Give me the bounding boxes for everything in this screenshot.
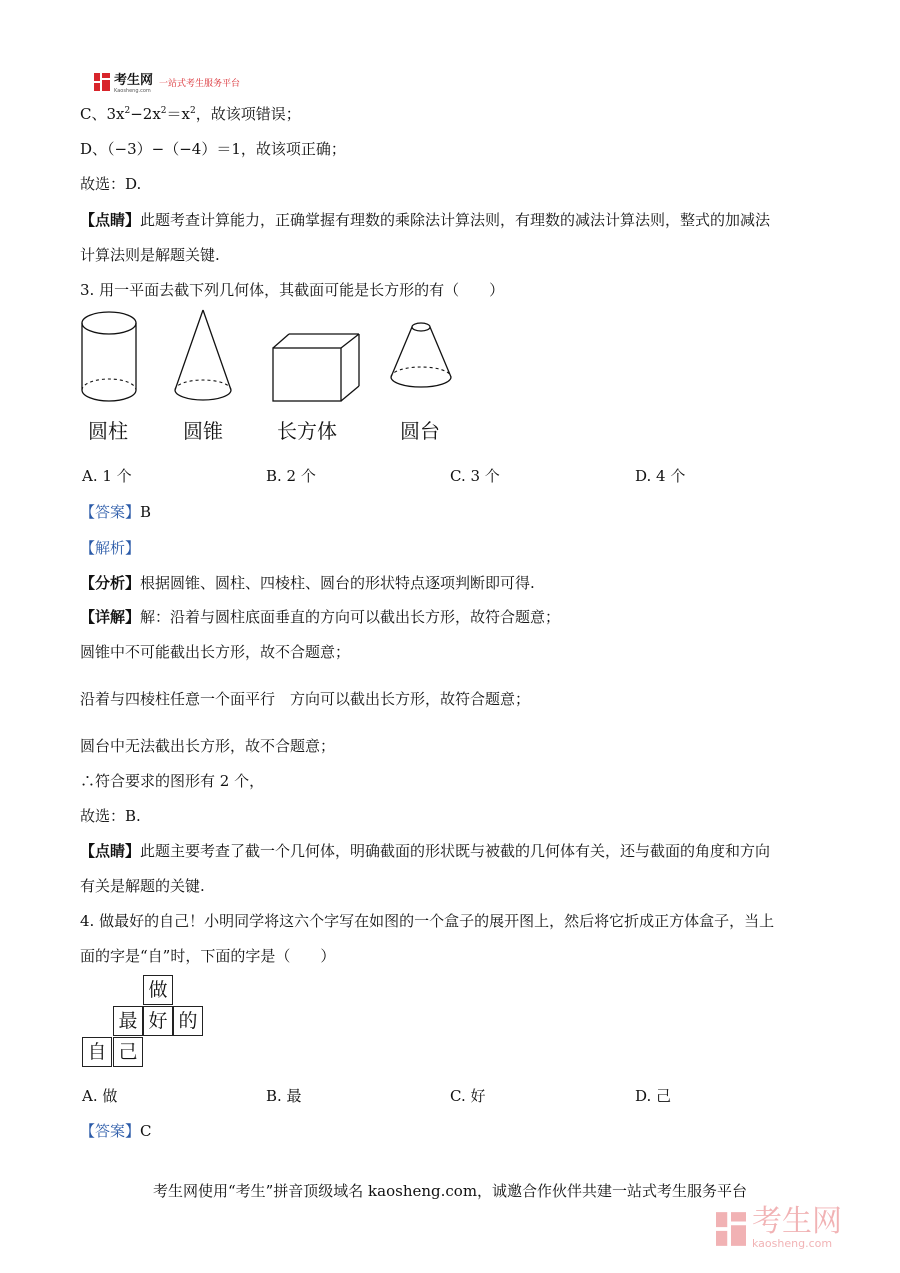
- q3-detail-4: 圆台中无法截出长方形，故不合题意；: [80, 737, 336, 755]
- q3-option-b: B. 2 个: [266, 467, 316, 485]
- header-logo: [94, 70, 240, 94]
- q4-option-b: B. 最: [266, 1087, 302, 1105]
- q3-stem: 3. 用一平面去截下列几何体，其截面可能是长方形的有（ ）: [80, 281, 505, 299]
- cylinder-shape: [82, 312, 136, 401]
- q3-option-d: D. 4 个: [635, 467, 686, 485]
- label-cuboid: 长方体: [277, 419, 337, 443]
- q4-option-a: A. 做: [82, 1087, 118, 1105]
- q2-choose: 故选：D.: [80, 175, 142, 193]
- q3-analysis-heading: 【解析】: [80, 539, 141, 557]
- q3-detail-1: 【详解】解：沿着与圆柱底面垂直的方向可以截出长方形，故符合题意；: [80, 608, 561, 626]
- net-cell-hao: 好: [143, 1006, 173, 1036]
- kaosheng-logo-icon: [94, 73, 110, 91]
- net-cell-zi: 自: [82, 1037, 112, 1067]
- label-frustum: 圆台: [400, 419, 440, 443]
- q4-stem-2: 面的字是“自”时，下面的字是（ ）: [80, 947, 336, 965]
- q3-answer: 【答案】B: [80, 503, 152, 521]
- q4-stem-1: 4. 做最好的自己！小明同学将这六个字写在如图的一个盒子的展开图上，然后将它折成正方体盒子，当上: [80, 912, 775, 930]
- q4-answer: 【答案】C: [80, 1122, 152, 1140]
- logo-slogan: 一站式考生服务平台: [159, 78, 241, 89]
- frustum-shape: [391, 323, 451, 387]
- watermark: [716, 1204, 842, 1250]
- q2-comment: 【点睛】此题考查计算能力，正确掌握有理数的乘除法计算法则，有理数的减法计算法则，整式的加减法: [80, 211, 771, 229]
- logo-text: 考生网: [114, 73, 154, 88]
- q3-analyze: 【分析】根据圆锥、圆柱、四棱柱、圆台的形状特点逐项判断即可得.: [80, 574, 535, 592]
- q2-option-d-explain: D、（−3）−（−4）＝1，故该项正确；: [80, 140, 346, 158]
- q3-option-a: A. 1 个: [82, 467, 132, 485]
- logo-sub: Kaosheng.com: [114, 88, 151, 94]
- q3-choose: 故选：B.: [80, 807, 141, 825]
- cone-shape: [175, 310, 231, 400]
- q4-option-d: D. 己: [635, 1087, 672, 1105]
- cuboid-shape: [273, 334, 359, 401]
- label-cone: 圆锥: [183, 419, 223, 443]
- watermark-logo-icon: [716, 1212, 746, 1246]
- net-cell-zui: 最: [113, 1006, 143, 1036]
- page-footer: 考生网使用“考生”拼音顶级域名 kaosheng.com，诚邀合作伙伴共建一站式考生服务平台: [152, 1182, 748, 1200]
- watermark-sub: kaosheng.com: [752, 1237, 833, 1250]
- watermark-text: 考生网: [752, 1204, 842, 1239]
- q2-comment-cont: 计算法则是解题关键.: [80, 246, 220, 264]
- q3-detail-3: 沿着与四棱柱任意一个面平行 方向可以截出长方形，故符合题意；: [80, 690, 531, 708]
- net-cell-ji: 己: [113, 1037, 143, 1067]
- q3-comment-cont: 有关是解题的关键.: [80, 877, 205, 895]
- q3-detail-2: 圆锥中不可能截出长方形，故不合题意；: [80, 643, 351, 661]
- net-cell-zuo: 做: [143, 975, 173, 1005]
- q4-option-c: C. 好: [450, 1087, 486, 1105]
- q2-option-c-explain: C、$3x^2-2x^2=x^2$，故该项错误；: [80, 105, 301, 123]
- q3-comment: 【点睛】此题主要考查了截一个几何体，明确截面的形状既与被截的几何体有关，还与截面的角度和方向: [80, 842, 771, 860]
- net-cell-de: 的: [173, 1006, 203, 1036]
- label-cylinder: 圆柱: [88, 419, 128, 443]
- q3-detail-5: ∴符合要求的图形有 2 个，: [80, 772, 265, 790]
- q3-solids-figure: [75, 305, 475, 410]
- q3-option-c: C. 3 个: [450, 467, 500, 485]
